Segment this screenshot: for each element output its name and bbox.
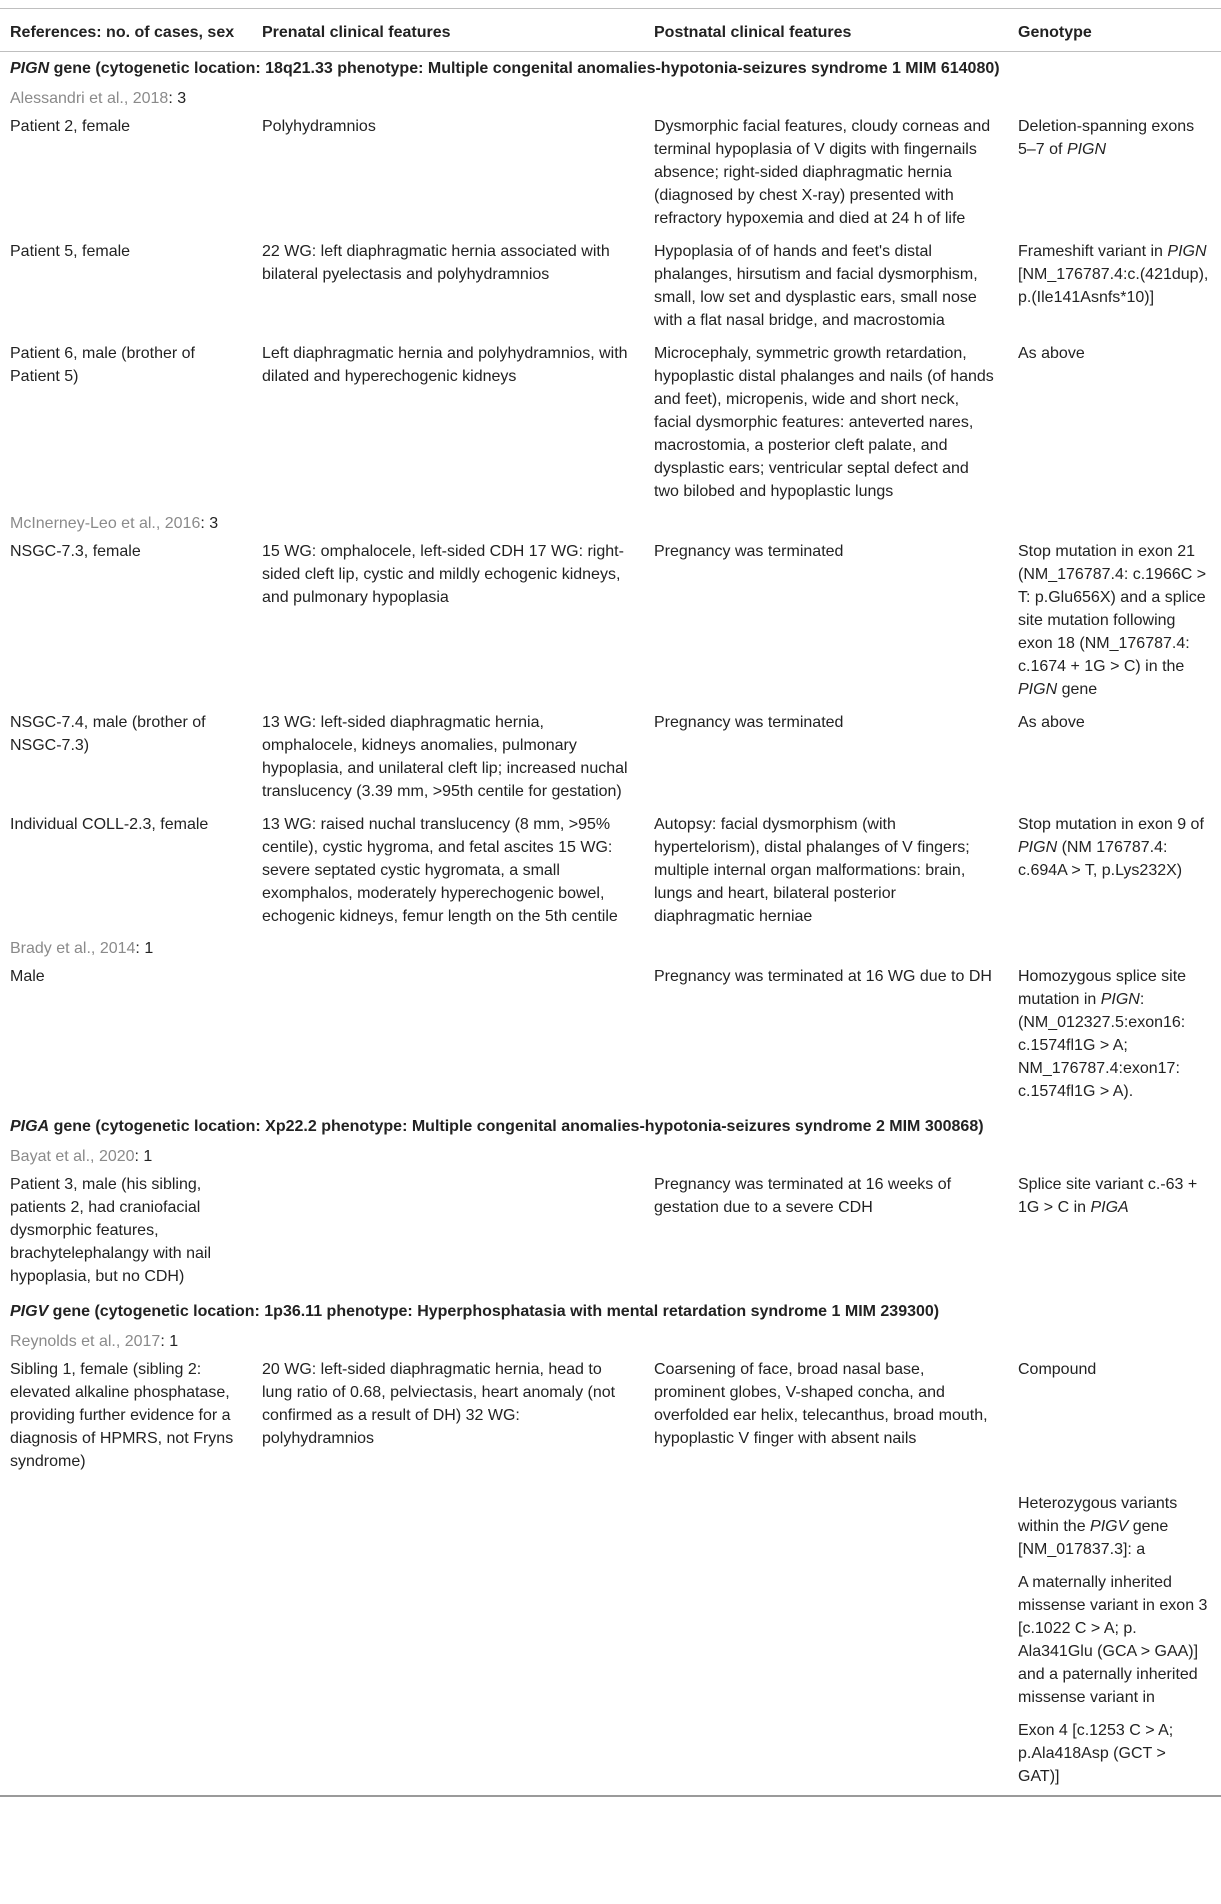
header-references: References: no. of cases, sex (0, 9, 252, 52)
header-genotype: Genotype (1008, 9, 1221, 52)
reference-count: : 1 (135, 940, 154, 957)
genotype-cell: Stop mutation in exon 9 of PIGN (NM 176787.4: c.694A > T, p.Lys232X) (1018, 816, 1204, 879)
gene-description: gene (cytogenetic location: Xp22.2 phenotype: Multiple congenital anomalies-hypotonia-seizures syndrome 2 MIM 300868) (49, 1118, 984, 1135)
gene-name: PIGN (10, 60, 50, 77)
prenatal-cell: 20 WG: left-sided diaphragmatic hernia, head to lung ratio of 0.68, pelviectasis, heart anomaly (not confirmed as a result of DH) 32 WG: polyhydramnios (262, 1361, 616, 1447)
gene-group-pign (0, 52, 1221, 86)
table-row (0, 1480, 1221, 1568)
case-cell: NSGC-7.3, female (10, 543, 141, 560)
gene-heading (0, 1295, 1221, 1328)
prenatal-cell: Left diaphragmatic hernia and polyhydramnios, with dilated and hyperechogenic kidneys (262, 345, 628, 385)
postnatal-cell: Microcephaly, symmetric growth retardation, hypoplastic distal phalanges and nails (of hands and feet), micropenis, wide and short neck, facial dysmorphic features: anteverted nares, macrostomia, a posterior cleft palate, and dysplastic ears; ventricular septal defect and two bilobed and hypoplastic lungs (654, 345, 994, 500)
table-row (0, 1170, 1221, 1295)
prenatal-cell (252, 962, 644, 1110)
postnatal-cell: Autopsy: facial dysmorphism (with hypertelorism), distal phalanges of V fingers; multiple internal organ malformations: brain, lungs and heart, bilateral posterior diaphragmatic herniae (654, 816, 970, 925)
case-cell: Individual COLL-2.3, female (10, 816, 209, 833)
table-row (0, 962, 1221, 1110)
gene-heading (0, 1110, 1221, 1143)
postnatal-cell: Pregnancy was terminated at 16 weeks of gestation due to a severe CDH (654, 1176, 952, 1216)
genotype-cell: A maternally inherited missense variant in exon 3 [c.1022 C > A; p. Ala341Glu (GCA > GAA)] and a paternally inherited missense variant in (1018, 1574, 1208, 1706)
reference-row (0, 1143, 1221, 1170)
reference-row (0, 510, 1221, 537)
prenatal-cell: Polyhydramnios (262, 118, 376, 135)
header-postnatal: Postnatal clinical features (644, 9, 1008, 52)
genotype-cell: Stop mutation in exon 21 (NM_176787.4: c.1966C > T: p.Glu656X) and a splice site mutation following exon 18 (NM_176787.4: c.1674 + 1G > C) in the PIGN gene (1018, 543, 1207, 698)
table-row (0, 237, 1221, 339)
genotype-cell: Homozygous splice site mutation in PIGN: (NM_012327.5:exon16: c.1574fl1G > A; NM_176787.4:exon17: c.1574fl1G > A). (1018, 968, 1187, 1100)
reference-author: McInerney-Leo et al., 2016 (10, 515, 201, 532)
genotype-cell: Deletion-spanning exons 5–7 of PIGN (1018, 118, 1195, 158)
case-cell: Patient 3, male (his sibling, patients 2, had craniofacial dysmorphic features, brachytelephalangy with nail hypoplasia, but no CDH) (10, 1176, 212, 1285)
postnatal-cell: Pregnancy was terminated at 16 WG due to DH (654, 968, 992, 985)
prenatal-cell: 15 WG: omphalocele, left-sided CDH 17 WG: right-sided cleft lip, cystic and mildly echogenic kidneys, and pulmonary hypoplasia (262, 543, 624, 606)
reference-count: : 1 (160, 1333, 179, 1350)
reference-row (0, 935, 1221, 962)
case-cell: Sibling 1, female (sibling 2: elevated alkaline phosphatase, providing further evidence for a diagnosis of HPMRS, not Fryns syndrome) (10, 1361, 234, 1470)
case-cell: Male (10, 968, 45, 985)
table-header-row (0, 9, 1221, 52)
prenatal-cell: 13 WG: raised nuchal translucency (8 mm, >95% centile), cystic hygroma, and fetal ascites 15 WG: severe septated cystic hygromata, a small exomphalos, moderately hyperechogenic bowel, echogenic kidneys, femur length on the 5th centile (262, 816, 618, 925)
references-table (0, 8, 1221, 1797)
table-row (0, 112, 1221, 237)
gene-name: PIGA (10, 1118, 50, 1135)
genotype-cell: Splice site variant c.-63 + 1G > C in PIGA (1018, 1176, 1198, 1216)
reference-count: : 3 (168, 90, 187, 107)
table-row (0, 708, 1221, 810)
genotype-cell: As above (1018, 714, 1085, 731)
reference-row (0, 85, 1221, 112)
table-row (0, 810, 1221, 935)
reference-author: Alessandri et al., 2018 (10, 90, 169, 107)
case-cell: Patient 5, female (10, 243, 131, 260)
case-cell: NSGC-7.4, male (brother of NSGC-7.3) (10, 714, 206, 754)
case-cell: Patient 6, male (brother of Patient 5) (10, 345, 195, 385)
postnatal-cell: Dysmorphic facial features, cloudy corneas and terminal hypoplasia of V digits with fingernails absence; right-sided diaphragmatic hernia (diagnosed by chest X-ray) presented with refractory hypoxemia and died at 24 h of life (654, 118, 991, 227)
genotype-cell: Exon 4 [c.1253 C > A; p.Ala418Asp (GCT > GAT)] (1008, 1716, 1221, 1796)
prenatal-cell: 13 WG: left-sided diaphragmatic hernia, omphalocele, kidneys anomalies, pulmonary hypoplasia, and unilateral cleft lip; increased nuchal translucency (3.39 mm, >95th centile for gestation) (262, 714, 628, 800)
case-cell: Patient 2, female (10, 118, 131, 135)
table-row (0, 1355, 1221, 1480)
reference-author: Brady et al., 2014 (10, 940, 136, 957)
gene-name: PIGV (10, 1303, 49, 1320)
header-prenatal: Prenatal clinical features (252, 9, 644, 52)
gene-group-piga (0, 1110, 1221, 1143)
gene-description: gene (cytogenetic location: 1p36.11 phenotype: Hyperphosphatasia with mental retardation syndrome 1 MIM 239300) (48, 1303, 940, 1320)
postnatal-cell: Coarsening of face, broad nasal base, prominent globes, V-shaped concha, and overfolded ear helix, telecanthus, broad mouth, hypoplastic V finger with absent nails (654, 1361, 988, 1447)
postnatal-cell: Pregnancy was terminated (654, 714, 844, 731)
gene-heading (0, 52, 1221, 86)
prenatal-cell: 22 WG: left diaphragmatic hernia associated with bilateral pyelectasis and polyhydramnios (262, 243, 610, 283)
reference-author: Bayat et al., 2020 (10, 1148, 135, 1165)
reference-row (0, 1328, 1221, 1355)
reference-count: : 3 (200, 515, 219, 532)
genotype-cell: Frameshift variant in PIGN [NM_176787.4:c.(421dup), p.(Ile141Asnfs*10)] (1018, 243, 1209, 306)
genotype-cell: Heterozygous variants within the PIGV gene [NM_017837.3]: a (1018, 1495, 1178, 1558)
postnatal-cell: Pregnancy was terminated (654, 543, 844, 560)
table-row (0, 339, 1221, 510)
reference-count: : 1 (134, 1148, 153, 1165)
table-row (0, 537, 1221, 708)
gene-description: gene (cytogenetic location: 18q21.33 phenotype: Multiple congenital anomalies-hypotonia-seizures syndrome 1 MIM 614080) (49, 60, 1000, 77)
prenatal-cell (252, 1170, 644, 1295)
reference-author: Reynolds et al., 2017 (10, 1333, 161, 1350)
genotype-cell: Compound (1018, 1361, 1097, 1378)
table-row (0, 1716, 1221, 1796)
gene-group-pigv (0, 1295, 1221, 1328)
postnatal-cell: Hypoplasia of of hands and feet's distal phalanges, hirsutism and facial dysmorphism, small, low set and dysplastic ears, small nose with a flat nasal bridge, and macrostomia (654, 243, 978, 329)
table-row (0, 1568, 1221, 1716)
genotype-cell: As above (1018, 345, 1085, 362)
